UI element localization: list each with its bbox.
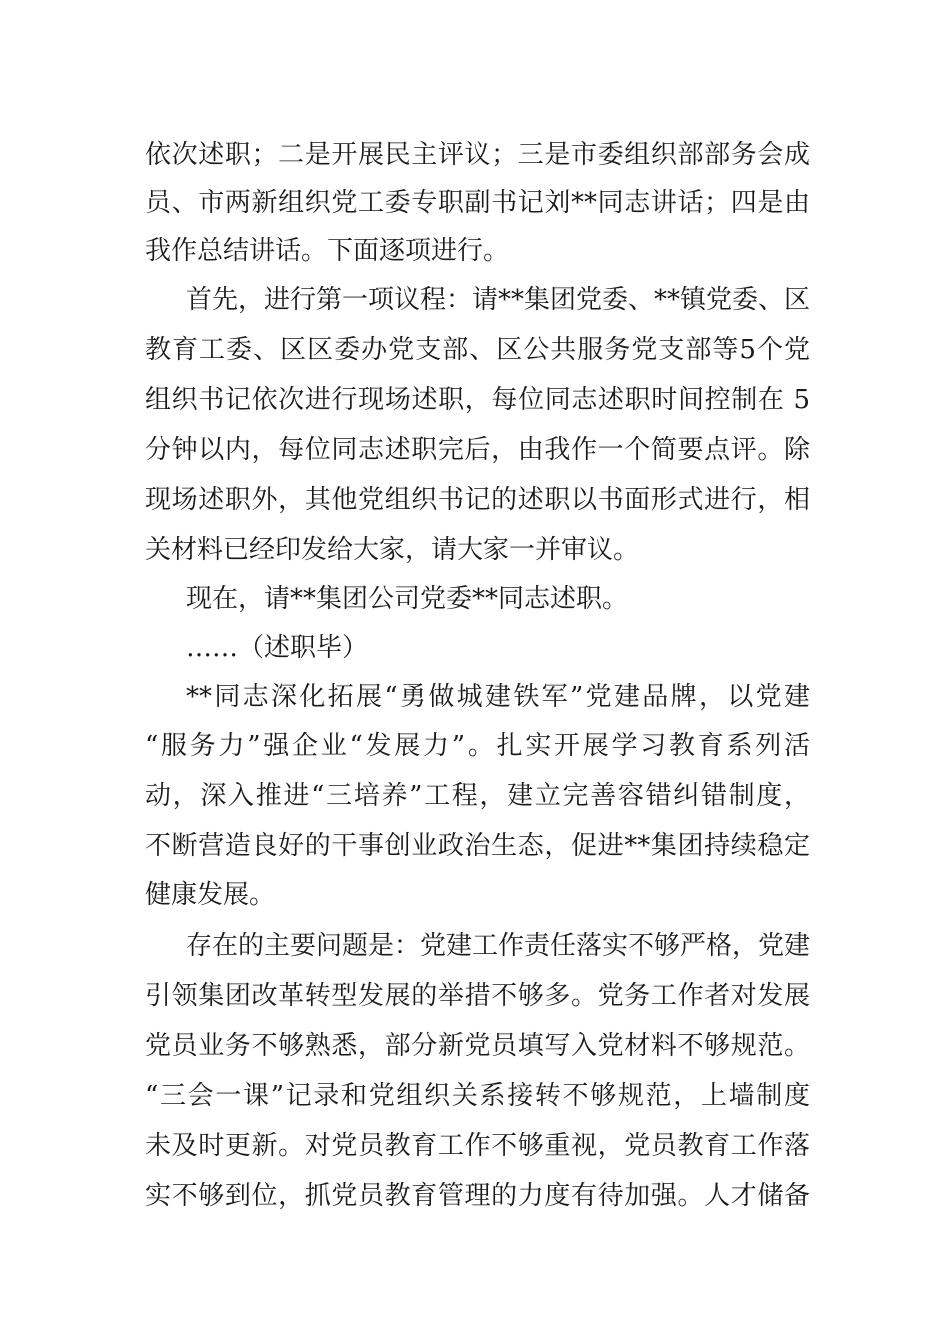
text-line: 不断营造良好的干事创业政治生态，促进**集团持续稳定	[145, 831, 810, 861]
text-line: 实不够到位，抓党员教育管理的力度有待加强。人才储备	[145, 1181, 810, 1211]
text-line: 现场述职外，其他党组织书记的述职以书面形式进行，相	[145, 485, 810, 515]
text-line: 教育工委、区区委办党支部、区公共服务党支部等5个党	[145, 335, 810, 365]
text-line: 存在的主要问题是：党建工作责任落实不够严格，党建	[186, 931, 810, 961]
text-line: 健康发展。	[145, 880, 276, 910]
text-line: 员、市两新组织党工委专职副书记刘**同志讲话；四是由	[145, 188, 810, 218]
text-line: 首先，进行第一项议程：请**集团党委、**镇党委、区	[186, 285, 810, 315]
text-line: 我作总结讲话。下面逐项进行。	[145, 236, 510, 266]
text-line: 分钟以内，每位同志述职完后，由我作一个简要点评。除	[145, 435, 810, 465]
text-line: 组织书记依次进行现场述职，每位同志述职时间控制在 5	[145, 385, 810, 415]
text-line: 未及时更新。对党员教育工作不够重视，党员教育工作落	[145, 1131, 810, 1161]
text-line: “三会一课”记录和党组织关系接转不够规范，上墙制度	[145, 1081, 810, 1111]
text-line: 引领集团改革转型发展的举措不够多。党务工作者对发展	[145, 981, 810, 1011]
text-line: 依次述职；二是开展民主评议；三是市委组织部部务会成	[145, 140, 810, 170]
text-line: 关材料已经印发给大家，请大家一并审议。	[145, 535, 640, 565]
text-line: ……（述职毕）	[186, 633, 369, 663]
text-line: “服务力”强企业“发展力”。扎实开展学习教育系列活	[145, 731, 810, 761]
text-line: 党员业务不够熟悉，部分新党员填写入党材料不够规范。	[145, 1031, 810, 1061]
text-line: **同志深化拓展“勇做城建铁军”党建品牌，以党建	[186, 682, 810, 712]
text-line: 现在，请**集团公司党委**同志述职。	[186, 584, 629, 614]
text-line: 动，深入推进“三培养”工程，建立完善容错纠错制度，	[145, 781, 810, 811]
